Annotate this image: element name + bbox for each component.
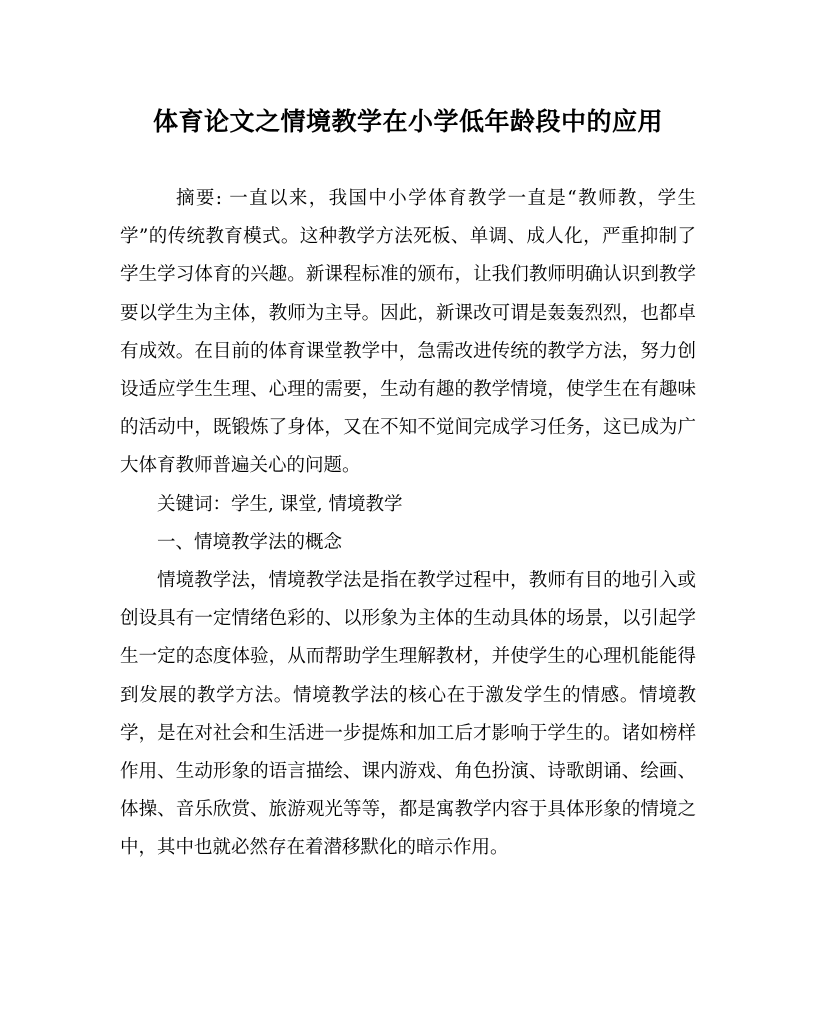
keywords-line: 关键词：学生, 课堂, 情境教学	[157, 493, 403, 515]
section-heading: 一、情境教学法的概念	[157, 531, 343, 553]
document-title: 体育论文之情境教学在小学低年龄段中的应用	[152, 107, 663, 136]
section-body-paragraph: 情境教学法，情境教学法是指在教学过程中，教师有目的地引入或创设具有一定情绪色彩的、以形象为主体的生动具体的场景，以引起学生一定的态度体验，从而帮助学生理解教材，并使学生的心理机能能得到发展的教学方法。情境教学法的核心在于激发学生的情感。情境教学，是在对社会和生活进一步提炼和加工后才影响于学生的。诸如榜样作用、生动形象的语言描绘、课内游戏、角色扮演、诗歌朗诵、绘画、体操、音乐欣赏、旅游观光等等，都是寓教学内容于具体形象的情境之中，其中也就必然存在着潜移默化的暗示作用。	[120, 570, 696, 859]
abstract-paragraph: 摘要: 一直以来，我国中小学体育教学一直是“教师教，学生学”的传统教育模式。这种教学方法死板、单调、成人化，严重抑制了学生学习体育的兴趣。新课程标准的颁布，让我们教师明确认识到教学要以学生为主体，教师为主导。因此，新课改可谓是轰轰烈烈，也都卓有成效。在目前的体育课堂教学中，急需改进传统的教学方法，努力创设适应学生生理、心理的需要，生动有趣的教学情境，使学生在有趣味的活动中，既锻炼了身体，又在不知不觉间完成学习任务，这已成为广大体育教师普遍关心的问题。	[120, 188, 696, 477]
